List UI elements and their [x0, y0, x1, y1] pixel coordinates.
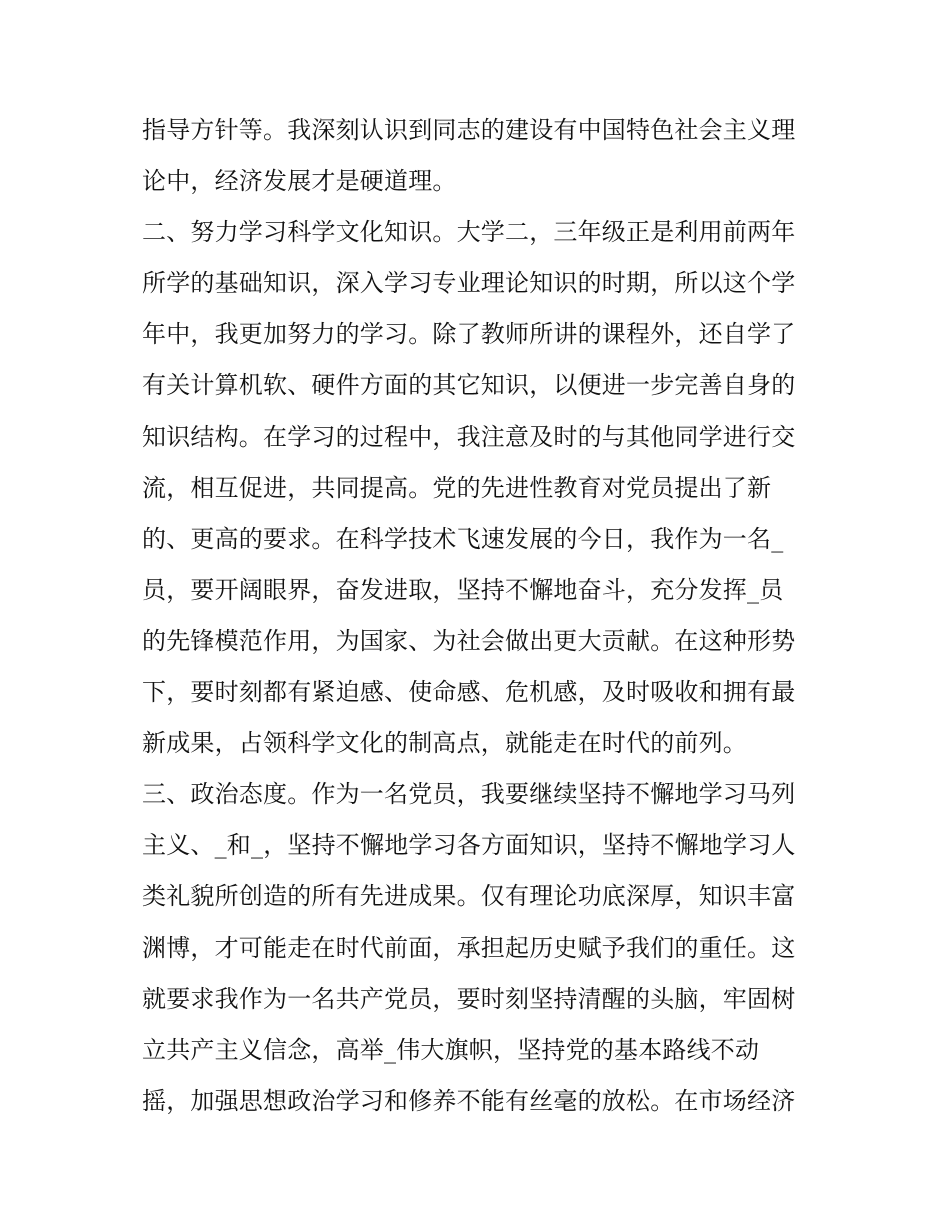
body-text-line: 的先锋模范作用，为国家、为社会做出更大贡献。在这种形势	[142, 626, 796, 655]
body-text-line: 类礼貌所创造的所有先进成果。仅有理论功底深厚，知识丰富	[142, 882, 796, 911]
body-text-line: 三、政治态度。作为一名党员，我要继续坚持不懈地学习马列	[142, 780, 796, 809]
body-text-line: 员，要开阔眼界，奋发进取，坚持不懈地奋斗，充分发挥_员	[142, 575, 784, 604]
body-text-line: 二、努力学习科学文化知识。大学二，三年级正是利用前两年	[142, 218, 796, 247]
body-text-line: 有关计算机软、硬件方面的其它知识，以便进一步完善自身的	[142, 371, 796, 400]
body-text-line: 主义、_和_，坚持不懈地学习各方面知识，坚持不懈地学习人	[142, 831, 796, 860]
body-text-line: 所学的基础知识，深入学习专业理论知识的时期，所以这个学	[142, 269, 796, 298]
body-text-line: 就要求我作为一名共产党员，要时刻坚持清醒的头脑，牢固树	[142, 984, 796, 1013]
body-text-line: 渊博，才可能走在时代前面，承担起历史赋予我们的重任。这	[142, 933, 796, 962]
body-text-line: 新成果，占领科学文化的制高点，就能走在时代的前列。	[142, 729, 747, 758]
document-body	[142, 105, 822, 1127]
body-text-line: 立共产主义信念，高举_伟大旗帜，坚持党的基本路线不动	[142, 1035, 760, 1064]
body-text-line: 摇，加强思想政治学习和修养不能有丝毫的放松。在市场经济	[142, 1086, 796, 1115]
body-text-line: 论中，经济发展才是硬道理。	[142, 167, 457, 196]
body-text-line: 指导方针等。我深刻认识到同志的建设有中国特色社会主义理	[142, 116, 796, 144]
body-text-line: 的、更高的要求。在科学技术飞速发展的今日，我作为一名_	[142, 524, 784, 553]
body-text-line: 年中，我更加努力的学习。除了教师所讲的课程外，还自学了	[142, 320, 796, 349]
body-text-line: 知识结构。在学习的过程中，我注意及时的与其他同学进行交	[142, 422, 796, 451]
body-text-line: 流，相互促进，共同提高。党的先进性教育对党员提出了新	[142, 473, 772, 502]
body-text-line: 下，要时刻都有紧迫感、使命感、危机感，及时吸收和拥有最	[142, 678, 796, 707]
